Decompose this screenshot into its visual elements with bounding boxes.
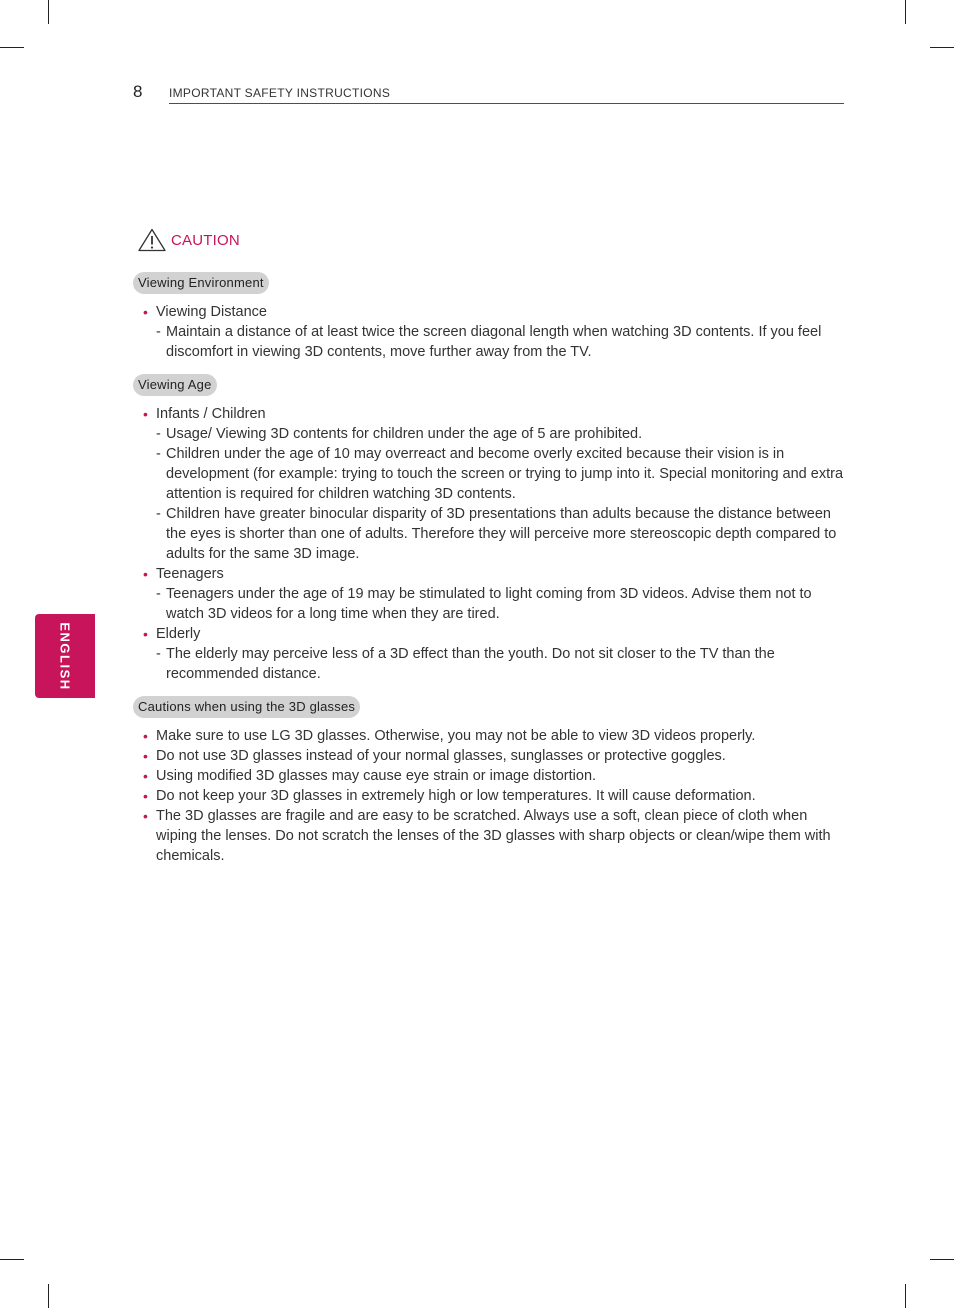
crop-mark [48,1284,49,1308]
dash-icon: - [156,426,161,442]
page-number: 8 [133,82,143,101]
sub-list [156,424,845,564]
sub-item [156,644,845,684]
list-item [133,302,845,362]
caution-heading [138,228,240,252]
crop-mark [0,1259,24,1260]
list-item [133,746,845,766]
sub-item-text: Children have greater binocular disparity of 3D presentations than adults because the distance between the eyes is shorter than one of adults. Therefore they will perceive more stereoscopic depth compared to adults for the same 3D image. [166,506,837,562]
sub-item [156,424,845,444]
header-title: IMPORTANT SAFETY INSTRUCTIONS [169,86,391,100]
bullet-list [133,404,845,684]
bullet-icon: • [143,626,148,642]
caution-label: CAUTION [171,231,240,249]
list-item [133,786,845,806]
list-item [133,404,845,564]
bullet-icon: • [143,406,148,422]
crop-mark [905,0,906,24]
sub-list [156,584,845,624]
bullet-icon: • [143,304,148,320]
list-item [133,766,845,786]
list-item [133,564,845,624]
dash-icon: - [156,446,161,462]
sub-item-text: Usage/ Viewing 3D contents for children under the age of 5 are prohibited. [166,426,643,442]
bullet-list [133,726,845,866]
sub-item-text: Maintain a distance of at least twice the screen diagonal length when watching 3D contents. If you feel discomfort in viewing 3D contents, move further away from the TV. [166,324,822,360]
language-tab-label: ENGLISH [57,621,73,691]
crop-mark [930,1259,954,1260]
dash-icon: - [156,506,161,522]
dash-icon: - [156,586,161,602]
bullet-list [133,302,845,362]
section-title: Viewing Age [133,374,217,396]
section-viewing-age [133,374,845,684]
sub-item [156,322,845,362]
bullet-icon: • [143,768,148,784]
sub-item-text: The elderly may perceive less of a 3D effect than the youth. Do not sit closer to the TV than the recommended distance. [166,646,775,682]
bullet-icon: • [143,788,148,804]
list-item-label: Do not use 3D glasses instead of your normal glasses, sunglasses or protective goggles. [156,748,726,764]
bullet-icon: • [143,566,148,582]
sub-list [156,644,845,684]
crop-mark [48,0,49,24]
list-item-label: Make sure to use LG 3D glasses. Otherwise, you may not be able to view 3D videos properly. [156,728,756,744]
sub-item [156,504,845,564]
crop-mark [930,47,954,48]
language-tab [35,614,95,698]
list-item-label: Do not keep your 3D glasses in extremely high or low temperatures. It will cause deformation. [156,788,756,804]
header-rule [169,103,844,104]
warning-triangle-icon [138,228,166,252]
list-item-label: Teenagers [156,566,224,582]
sub-list [156,322,845,362]
caution-content [133,272,845,878]
crop-mark [905,1284,906,1308]
section-title: Viewing Environment [133,272,269,294]
dash-icon: - [156,324,161,340]
list-item-label: Viewing Distance [156,304,267,320]
bullet-icon: • [143,748,148,764]
section-viewing-environment [133,272,845,362]
list-item-label: The 3D glasses are fragile and are easy to be scratched. Always use a soft, clean piece of cloth when wiping the lenses. Do not scratch the lenses of the 3D glasses with sharp objects or clean/wipe them with chemicals. [156,808,831,864]
sub-item-text: Children under the age of 10 may overreact and become overly excited because their vision is in development (for example: trying to touch the screen or trying to jump into it. Special monitoring and extra attention is required for children watching 3D contents. [166,446,844,502]
list-item [133,726,845,746]
sub-item [156,444,845,504]
sub-item [156,584,845,624]
section-3d-glasses [133,696,845,866]
list-item [133,624,845,684]
bullet-icon: • [143,728,148,744]
list-item-label: Using modified 3D glasses may cause eye strain or image distortion. [156,768,597,784]
crop-mark [0,47,24,48]
list-item [133,806,845,866]
bullet-icon: • [143,808,148,824]
sub-item-text: Teenagers under the age of 19 may be stimulated to light coming from 3D videos. Advise them not to watch 3D videos for a long time when they are tired. [166,586,812,622]
dash-icon: - [156,646,161,662]
list-item-label: Infants / Children [156,406,266,422]
section-title: Cautions when using the 3D glasses [133,696,360,718]
list-item-label: Elderly [156,626,201,642]
